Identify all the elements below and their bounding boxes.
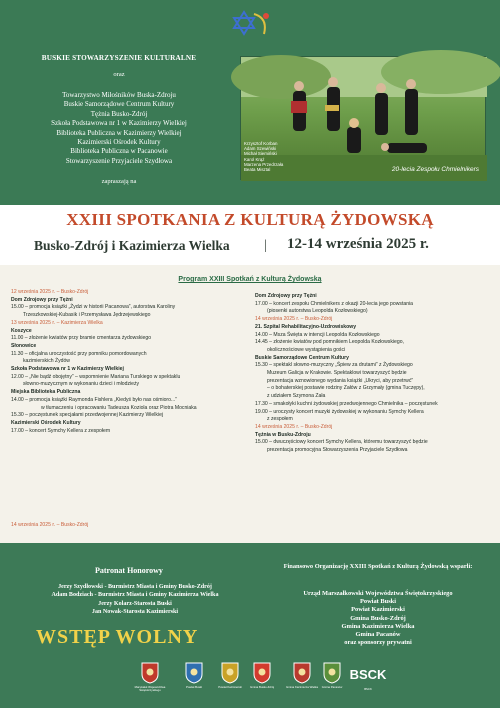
program-entry: (piosenki autorstwa Leopolda Kozłowskiego) (267, 308, 368, 315)
funder-item: Powiat Buski (359, 598, 397, 606)
bsck-logo-icon (349, 662, 387, 686)
sponsor-logos (130, 662, 500, 706)
patron-item: Jan Nowak-Starosta Kazimierski (91, 608, 179, 615)
municipal-crest-icon (293, 662, 311, 684)
program-entry: 12.00 – „Nie bądź obojętny” – wspomnienie Mariana Turskiego w spektaklu (11, 373, 181, 380)
county-crest-icon (185, 662, 203, 684)
partner-item: Biblioteka Publiczna w Kazimierzy Wielkiej (56, 128, 182, 137)
program-venue: Miejska Biblioteka Publiczna (11, 389, 81, 396)
program-date-heading: 14 września 2025 r. – Busko-Zdrój (255, 423, 333, 430)
program-date-heading: 12 września 2025 r. – Busko-Zdrój (11, 289, 89, 295)
funder-item: Urząd Marszałkowski Województwa Świętokrzyskiego (303, 590, 453, 597)
partner-item: Tężnia Busko-Zdrój (90, 109, 148, 118)
program-entry: 14.45 – złożenie kwiatów pod pomnikiem Leopolda Kozłowskiego, (255, 339, 404, 346)
program-title: Program XXIII Spotkań z Kulturą Żydowską (178, 276, 322, 283)
program-entry: 11.00 – złożenie kwiatów przy bramie cmentarza żydowskiego (11, 335, 152, 342)
program-date-heading: 14 września 2025 r. – Busko-Zdrój (255, 316, 333, 323)
program-entry: w tłumaczeniu i opracowaniu Tadeusza Koziola oraz Piotra Mocniaka (41, 404, 197, 411)
sponsor-logo-label: Powiat Kazimierski (218, 685, 242, 689)
program-entry: Muzeum Galicja w Krakowie. Spektaklowi towarzyszyć będzie (267, 370, 407, 377)
partner-item: Szkoła Podstawowa nr 1 w Kazimierzy Wielkiej (51, 119, 187, 128)
program-entry: z udziałem Szymona Zała (267, 393, 326, 400)
header-section (0, 0, 500, 205)
municipal-crest-icon (323, 662, 341, 684)
program-entry: kazimierskich Żydów (23, 358, 70, 365)
program-venue: Tężnia w Busku-Zdroju (255, 431, 311, 438)
sponsor-logo (312, 662, 352, 689)
program-entry: 19.00 – uroczysty koncert muzyki żydowskiej w wykonaniu Symchy Kellera (255, 408, 424, 415)
program-entry: prezentacja wznowionego wydania książki „Ukryci, aby przetrwć” (267, 377, 414, 384)
event-dates: 12-14 września 2025 r. (287, 236, 429, 252)
program-date-heading: 14 września 2025 r. – Busko-Zdrój (11, 522, 89, 528)
partner-item: Buskie Samorządowe Centrum Kultury (63, 100, 175, 109)
funder-item: Gmina Busko-Zdrój (350, 614, 406, 622)
sponsor-logo (130, 662, 170, 692)
main-organizer: BUSKIE STOWARZYSZENIE KULTURALNE (41, 54, 197, 62)
program-entry: Trzeszkowskiej-Kubasik i Przemysława Jędrzejewskiego (23, 312, 151, 319)
partner-item: Towarzystwo Miłośników Buska-Zdroju (62, 91, 176, 99)
partner-item: Biblioteka Publiczna w Pacanowie (70, 147, 168, 156)
patron-item: Jerzy Kolarz-Starosta Buski (98, 600, 172, 607)
program-section (0, 265, 500, 543)
sponsor-logo (242, 662, 282, 689)
partner-item: Kazimierski Ośrodek Kultury (77, 138, 161, 147)
sponsor-logo-label: BSCK (364, 687, 372, 691)
program-venue: Szkoła Podstawowa nr 1 w Kazimierzy Wielkiej (11, 366, 124, 373)
program-column-right (255, 293, 493, 455)
band-photo (240, 56, 486, 180)
program-entry: okolicznościowe wystąpienia gości (267, 346, 346, 353)
program-entry: 15.00 – dwuczęściowy koncert Symchy Kellera, któremu towarzyszyć będzie (255, 439, 428, 446)
organizer-logo-icon (224, 8, 276, 42)
sponsor-logo (174, 662, 214, 689)
patron-item: Adam Bodziach - Burmistrz Miasta i Gminy Kazimierza Wielka (51, 592, 219, 599)
municipal-crest-icon (253, 662, 271, 684)
patron-item: Jerzy Szydłowski - Burmistrz Miasta i Gminy Busko-Zdrój (58, 584, 212, 590)
program-entry: 11.30 – oficjalna uroczystość przy pomniku pomordowanych (11, 350, 147, 357)
program-entry: 14.00 – Msza Święta w intencji Leopolda Kozłowskiego (255, 331, 380, 338)
funder-item: oraz sponsorzy prywatni (344, 639, 412, 647)
sponsor-logo-label: Gmina Pacanów (321, 685, 343, 689)
svg-text:BSCK: BSCK (349, 667, 387, 682)
event-place: Busko-Zdrój i Kazimierza Wielka (34, 238, 230, 253)
sponsor-logo-label: Gmina Kazimierza Wielka (285, 685, 319, 689)
funder-item: Gmina Pacanów (355, 631, 401, 639)
partner-item: Stowarzyszenie Przyjaciele Szydłowa (65, 156, 173, 165)
program-entry: – o bohaterskiej postawie rodziny Załów z Grzymały (gmina Tuczępy), (267, 385, 425, 392)
program-date-heading: 13 września 2025 r. – Kazimierza Wielka (11, 319, 103, 326)
band-member-names: Krzysztof Korban Adam Szewiński Michał Siemiński Karol Krąż Marzena Przedrzała Beata Misztal (244, 141, 284, 173)
sponsor-logo-label: Powiat Buski (185, 685, 202, 689)
patronage-list (20, 583, 250, 616)
event-title: XXIII SPOTKANIA Z KULTURĄ ŻYDOWSKĄ (66, 210, 434, 229)
program-entry: 17.00 – koncert Symchy Kellera z zespołem (11, 427, 111, 434)
program-entry: 17.00 – koncert zespołu Chmielnikers z okazji 20-lecia jego powstania (255, 300, 413, 307)
program-entry: z zespołem (267, 416, 293, 423)
title-separator: | (264, 237, 267, 252)
invitation-text: zapraszają na (101, 178, 137, 185)
program-venue: Dom Zdrojowy przy Tężni (11, 296, 73, 303)
photo-caption: 20-lecia Zespołu Chmielnikers (391, 166, 479, 173)
program-venue: Koszyce (11, 327, 32, 334)
program-entry: 17.30 – smakołyki kuchni żydowskiej przedwojennego Chmielnika – poczęstunek (255, 400, 438, 407)
program-venue: Buskie Samorządowe Centrum Kultury (255, 354, 349, 361)
program-venue: 21. Szpital Rehabilitacyjno-Uzdrowiskowy (255, 323, 357, 330)
program-venue: Kazimierski Ośrodek Kultury (11, 419, 81, 426)
conjunction-text: oraz (113, 71, 125, 78)
funding-list (262, 590, 494, 647)
program-entry: 15.30 – poczęstunek specjałami przedwojennej Kazimierzy Wielkiej (11, 412, 164, 419)
program-venue: Dom Zdrojowy przy Tężni (255, 293, 317, 299)
funding-title: Finansowo Organizację XXIII Spotkań z Kulturą Żydowską wsparli: (283, 563, 473, 570)
voivodeship-crest-icon (141, 662, 159, 684)
sponsor-logo-label: Gmina Busko-Zdrój (249, 685, 275, 689)
funder-item: Gmina Kazimierza Wielka (341, 622, 415, 630)
program-entry: prezentacja promocyjna Stowarzyszenia Przyjaciele Szydłowa (267, 447, 408, 454)
program-column-left (11, 289, 247, 435)
sponsor-logo (348, 662, 388, 691)
patronage-title: Patronat Honorowy (95, 566, 163, 575)
county-crest-icon (221, 662, 239, 684)
free-admission: WSTĘP WOLNY (36, 626, 199, 648)
program-venue: Słonowice (11, 342, 37, 349)
program-entry: 15.30 – spektakl słowno-muzyczny „Śpiew za drutami” z Żydowskiego (255, 362, 413, 369)
funder-item: Powiat Kazimierski (351, 606, 405, 614)
partner-list (10, 91, 228, 166)
program-entry: 15.00 – promocja książki „Żydzi w historii Pacanowa”, autorstwa Karoliny (11, 304, 176, 311)
program-entry: słowno-muzycznym w wykonaniu dzieci i młodzieży (23, 381, 140, 388)
sponsor-logo-label: Marszałek Województwa Świętokrzyskiego (134, 685, 166, 693)
program-entry: 14.00 – promocja książki Raymonda Fishlera „Kiedyś było nas ośmioro...” (11, 396, 177, 403)
